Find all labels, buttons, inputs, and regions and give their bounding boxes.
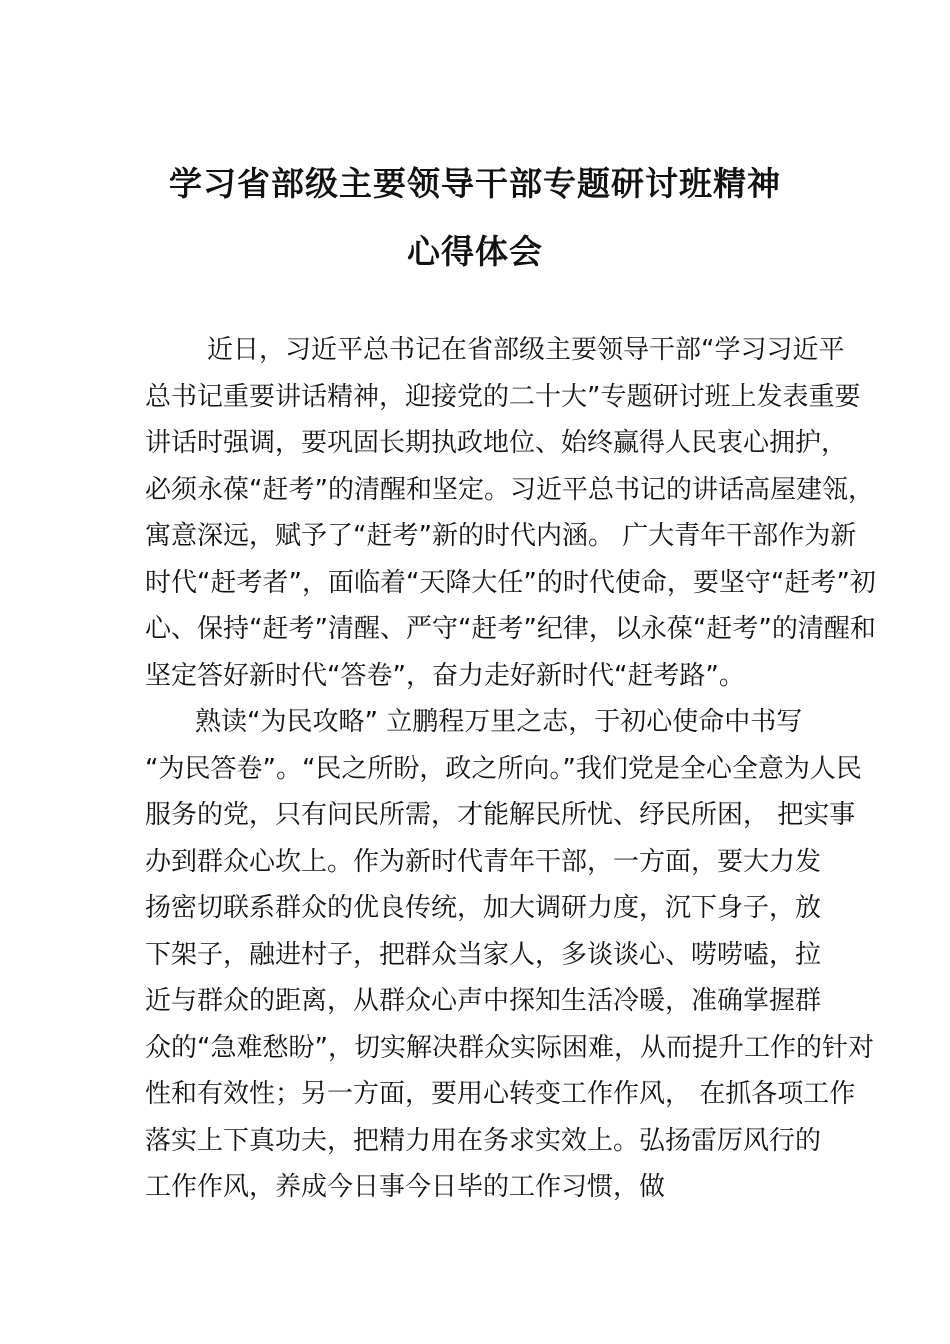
document-title-line-2: 心得体会: [407, 232, 543, 271]
document-body: [145, 327, 876, 1211]
paragraph-2-line: 落实上下真功夫，把精力用在务求实效上。弘扬雷厉风行的: [145, 1125, 822, 1156]
paragraph-2-line: 工作作风，养成今日事今日毕的工作习惯，做: [145, 1172, 666, 1202]
paragraph-2-line: 扬密切联系群众的优良传统，加大调研力度，沉下身子，放: [145, 893, 822, 923]
paragraph-1-line: 必须永葆“赶考”的清醒和坚定。习近平总书记的讲话高屋建瓴，: [145, 474, 874, 505]
paragraph-1-line: 坚定答好新时代“答卷”，奋力走好新时代“赶考路”。: [145, 660, 745, 691]
paragraph-1-line: 心、保持“赶考”清醒、严守“赶考”纪律，以永葆“赶考”的清醒和: [145, 614, 876, 644]
paragraph-2-line: “为民答卷”。“民之所盼，政之所向。”我们党是全心全意为人民: [145, 753, 862, 784]
paragraph-2-line: 办到群众心坎上。作为新时代青年干部，一方面，要大力发: [145, 846, 822, 877]
paragraph-2-line: 熟读“为民攻略” 立鹏程万里之志，于初心使命中书写: [195, 707, 803, 737]
paragraph-2-line: 性和有效性；另一方面，要用心转变工作作风， 在抓各项工作: [145, 1079, 856, 1109]
paragraph-1-line: 总书记重要讲话精神，迎接党的二十大”专题研讨班上发表重要: [145, 381, 861, 412]
paragraph-1-line: 寓意深远，赋予了“赶考”新的时代内涵。 广大青年干部作为新: [145, 521, 857, 551]
paragraph-1-line: 时代“赶考者”，面临着“天降大任”的时代使命，要坚守“赶考”初: [145, 567, 876, 598]
paragraph-2-line: 近与群众的距离，从群众心声中探知生活冷暖，准确掌握群: [145, 986, 822, 1016]
paragraph-1-line: 近日，习近平总书记在省部级主要领导干部“学习习近平: [207, 335, 845, 365]
document-title-line-1: 学习省部级主要领导干部专题研讨班精神: [169, 164, 781, 203]
paragraph-2-line: 下架子，融进村子，把群众当家人，多谈谈心、唠唠嗑，拉: [145, 939, 822, 970]
paragraph-1-line: 讲话时强调，要巩固长期执政地位、始终赢得人民衷心拥护，: [145, 428, 848, 458]
paragraph-2-line: 众的“急难愁盼”，切实解决群众实际困难，从而提升工作的针对: [145, 1032, 874, 1063]
paragraph-2-line: 服务的党，只有问民所需，才能解民所忧、纾民所困， 把实事: [145, 800, 856, 830]
